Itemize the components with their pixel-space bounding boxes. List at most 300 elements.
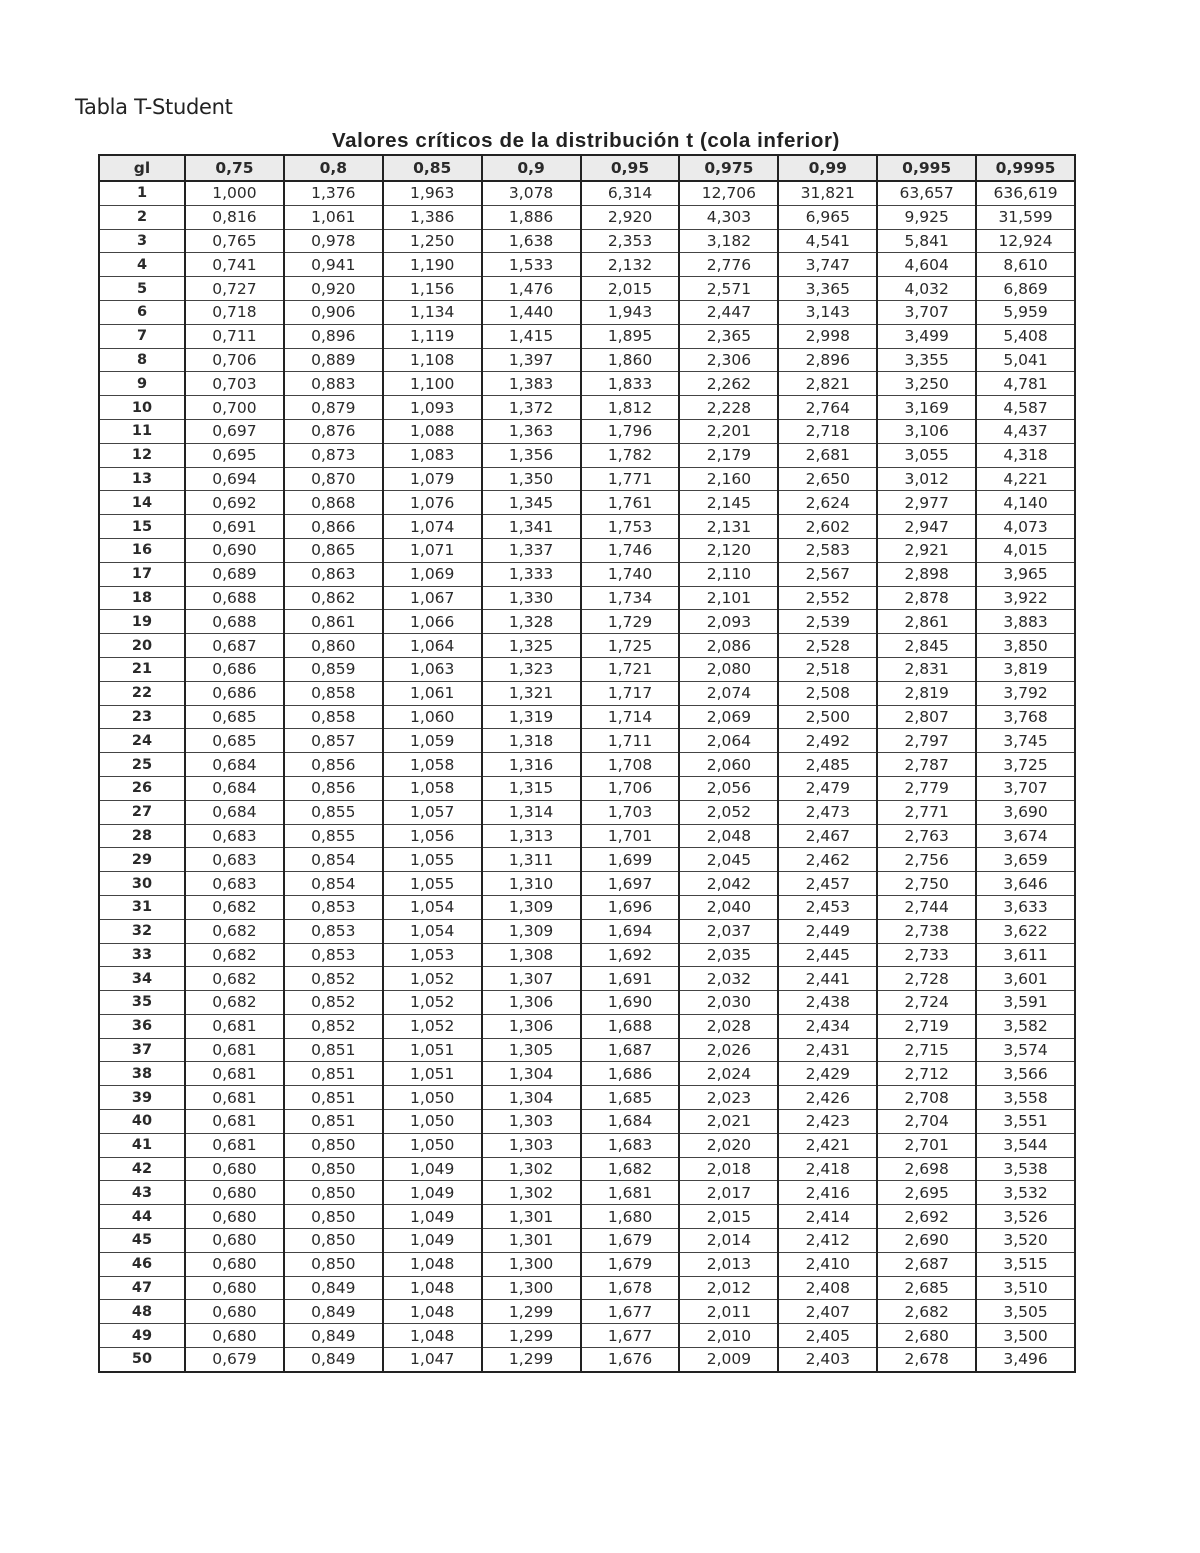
critical-value-cell: 3,499 [877, 324, 976, 348]
critical-value-cell: 1,337 [482, 538, 581, 562]
critical-value-cell: 1,050 [383, 1086, 482, 1110]
critical-value-cell: 2,145 [679, 491, 778, 515]
critical-value-cell: 3,169 [877, 396, 976, 420]
critical-value-cell: 1,714 [581, 705, 680, 729]
critical-value-cell: 2,434 [778, 1014, 877, 1038]
degrees-of-freedom-cell: 24 [99, 729, 185, 753]
critical-value-cell: 2,438 [778, 991, 877, 1015]
critical-value-cell: 2,650 [778, 467, 877, 491]
degrees-of-freedom-cell: 50 [99, 1348, 185, 1372]
critical-value-cell: 1,052 [383, 1014, 482, 1038]
critical-value-cell: 2,712 [877, 1062, 976, 1086]
critical-value-cell: 1,678 [581, 1276, 680, 1300]
critical-value-cell: 2,571 [679, 277, 778, 301]
critical-value-cell: 1,074 [383, 515, 482, 539]
critical-value-cell: 3,674 [976, 824, 1075, 848]
critical-value-cell: 2,698 [877, 1157, 976, 1181]
critical-value-cell: 4,032 [877, 277, 976, 301]
critical-value-cell: 2,878 [877, 586, 976, 610]
critical-value-cell: 1,860 [581, 348, 680, 372]
critical-value-cell: 1,796 [581, 419, 680, 443]
critical-value-cell: 3,355 [877, 348, 976, 372]
critical-value-cell: 1,680 [581, 1205, 680, 1229]
degrees-of-freedom-cell: 27 [99, 800, 185, 824]
critical-value-cell: 2,015 [679, 1205, 778, 1229]
critical-value-cell: 2,552 [778, 586, 877, 610]
critical-value-cell: 0,680 [185, 1300, 284, 1324]
critical-value-cell: 0,681 [185, 1062, 284, 1086]
critical-value-cell: 0,851 [284, 1086, 383, 1110]
critical-value-cell: 0,684 [185, 753, 284, 777]
table-row [99, 872, 1075, 896]
table-row [99, 729, 1075, 753]
critical-value-cell: 0,853 [284, 919, 383, 943]
critical-value-cell: 3,690 [976, 800, 1075, 824]
critical-value-cell: 6,869 [976, 277, 1075, 301]
critical-value-cell: 1,083 [383, 443, 482, 467]
critical-value-cell: 0,883 [284, 372, 383, 396]
critical-value-cell: 2,724 [877, 991, 976, 1015]
critical-value-cell: 1,314 [482, 800, 581, 824]
critical-value-cell: 1,683 [581, 1133, 680, 1157]
critical-value-cell: 2,947 [877, 515, 976, 539]
critical-value-cell: 2,093 [679, 610, 778, 634]
critical-value-cell: 0,682 [185, 991, 284, 1015]
degrees-of-freedom-cell: 19 [99, 610, 185, 634]
critical-value-cell: 2,690 [877, 1229, 976, 1253]
critical-value-cell: 1,721 [581, 657, 680, 681]
table-row [99, 776, 1075, 800]
critical-value-cell: 0,681 [185, 1014, 284, 1038]
critical-value-cell: 1,963 [383, 181, 482, 205]
critical-value-cell: 2,485 [778, 753, 877, 777]
critical-value-cell: 2,763 [877, 824, 976, 848]
critical-value-cell: 5,959 [976, 300, 1075, 324]
critical-value-cell: 1,100 [383, 372, 482, 396]
critical-value-cell: 2,921 [877, 538, 976, 562]
table-row [99, 657, 1075, 681]
critical-value-cell: 0,849 [284, 1300, 383, 1324]
critical-value-cell: 2,010 [679, 1324, 778, 1348]
critical-value-cell: 0,860 [284, 634, 383, 658]
critical-value-cell: 1,330 [482, 586, 581, 610]
critical-value-cell: 5,841 [877, 229, 976, 253]
critical-value-cell: 0,852 [284, 1014, 383, 1038]
critical-value-cell: 2,032 [679, 967, 778, 991]
critical-value-cell: 2,132 [581, 253, 680, 277]
critical-value-cell: 0,686 [185, 681, 284, 705]
critical-value-cell: 4,604 [877, 253, 976, 277]
critical-value-cell: 0,682 [185, 919, 284, 943]
critical-value-cell: 1,476 [482, 277, 581, 301]
critical-value-cell: 2,624 [778, 491, 877, 515]
critical-value-cell: 3,601 [976, 967, 1075, 991]
critical-value-cell: 2,821 [778, 372, 877, 396]
critical-value-cell: 2,035 [679, 943, 778, 967]
table-row [99, 1038, 1075, 1062]
critical-value-cell: 3,106 [877, 419, 976, 443]
critical-value-cell: 2,069 [679, 705, 778, 729]
critical-value-cell: 1,306 [482, 1014, 581, 1038]
critical-value-cell: 1,071 [383, 538, 482, 562]
critical-value-cell: 0,858 [284, 705, 383, 729]
critical-value-cell: 1,717 [581, 681, 680, 705]
critical-value-cell: 2,441 [778, 967, 877, 991]
critical-value-cell: 3,850 [976, 634, 1075, 658]
critical-value-cell: 1,694 [581, 919, 680, 943]
degrees-of-freedom-cell: 13 [99, 467, 185, 491]
critical-value-cell: 1,318 [482, 729, 581, 753]
column-header-probability: 0,75 [185, 155, 284, 181]
critical-value-cell: 2,426 [778, 1086, 877, 1110]
critical-value-cell: 0,718 [185, 300, 284, 324]
critical-value-cell: 1,696 [581, 895, 680, 919]
critical-value-cell: 1,055 [383, 872, 482, 896]
critical-value-cell: 1,677 [581, 1324, 680, 1348]
critical-value-cell: 1,049 [383, 1205, 482, 1229]
critical-value-cell: 2,479 [778, 776, 877, 800]
critical-value-cell: 2,306 [679, 348, 778, 372]
critical-value-cell: 1,397 [482, 348, 581, 372]
critical-value-cell: 2,412 [778, 1229, 877, 1253]
critical-value-cell: 1,688 [581, 1014, 680, 1038]
table-row [99, 943, 1075, 967]
critical-value-cell: 2,920 [581, 205, 680, 229]
critical-value-cell: 1,049 [383, 1157, 482, 1181]
critical-value-cell: 0,727 [185, 277, 284, 301]
critical-value-cell: 1,048 [383, 1276, 482, 1300]
critical-value-cell: 0,879 [284, 396, 383, 420]
critical-value-cell: 1,685 [581, 1086, 680, 1110]
degrees-of-freedom-cell: 20 [99, 634, 185, 658]
critical-value-cell: 1,333 [482, 562, 581, 586]
critical-value-cell: 2,528 [778, 634, 877, 658]
critical-value-cell: 1,341 [482, 515, 581, 539]
critical-value-cell: 1,782 [581, 443, 680, 467]
critical-value-cell: 1,691 [581, 967, 680, 991]
critical-value-cell: 1,299 [482, 1300, 581, 1324]
critical-value-cell: 2,018 [679, 1157, 778, 1181]
critical-value-cell: 0,862 [284, 586, 383, 610]
critical-value-cell: 3,745 [976, 729, 1075, 753]
critical-value-cell: 1,051 [383, 1062, 482, 1086]
critical-value-cell: 1,300 [482, 1252, 581, 1276]
critical-value-cell: 0,856 [284, 753, 383, 777]
critical-value-cell: 0,683 [185, 872, 284, 896]
critical-value-cell: 2,764 [778, 396, 877, 420]
critical-value-cell: 2,429 [778, 1062, 877, 1086]
critical-value-cell: 1,323 [482, 657, 581, 681]
degrees-of-freedom-cell: 1 [99, 181, 185, 205]
critical-value-cell: 1,053 [383, 943, 482, 967]
critical-value-cell: 1,054 [383, 919, 482, 943]
critical-value-cell: 1,740 [581, 562, 680, 586]
critical-value-cell: 3,558 [976, 1086, 1075, 1110]
critical-value-cell: 0,850 [284, 1157, 383, 1181]
table-row [99, 372, 1075, 396]
critical-value-cell: 3,659 [976, 848, 1075, 872]
table-header [99, 155, 1075, 181]
critical-value-cell: 2,023 [679, 1086, 778, 1110]
critical-value-cell: 2,861 [877, 610, 976, 634]
critical-value-cell: 1,771 [581, 467, 680, 491]
degrees-of-freedom-cell: 9 [99, 372, 185, 396]
critical-value-cell: 2,500 [778, 705, 877, 729]
critical-value-cell: 3,922 [976, 586, 1075, 610]
critical-value-cell: 2,423 [778, 1110, 877, 1134]
t-student-table-section [98, 128, 1074, 1373]
critical-value-cell: 3,182 [679, 229, 778, 253]
critical-value-cell: 1,055 [383, 848, 482, 872]
critical-value-cell: 2,056 [679, 776, 778, 800]
critical-value-cell: 2,518 [778, 657, 877, 681]
critical-value-cell: 2,028 [679, 1014, 778, 1038]
critical-value-cell: 2,704 [877, 1110, 976, 1134]
critical-value-cell: 1,682 [581, 1157, 680, 1181]
critical-value-cell: 2,682 [877, 1300, 976, 1324]
degrees-of-freedom-cell: 37 [99, 1038, 185, 1062]
critical-value-cell: 3,520 [976, 1229, 1075, 1253]
critical-value-cell: 0,680 [185, 1324, 284, 1348]
critical-value-cell: 0,850 [284, 1133, 383, 1157]
table-row [99, 1324, 1075, 1348]
critical-value-cell: 2,421 [778, 1133, 877, 1157]
critical-value-cell: 0,896 [284, 324, 383, 348]
critical-value-cell: 0,691 [185, 515, 284, 539]
critical-value-cell: 1,119 [383, 324, 482, 348]
table-row [99, 1014, 1075, 1038]
critical-value-cell: 2,508 [778, 681, 877, 705]
critical-value-cell: 1,250 [383, 229, 482, 253]
critical-value-cell: 4,303 [679, 205, 778, 229]
critical-value-cell: 1,307 [482, 967, 581, 991]
table-row [99, 1110, 1075, 1134]
critical-value-cell: 3,012 [877, 467, 976, 491]
critical-value-cell: 0,689 [185, 562, 284, 586]
critical-value-cell: 3,582 [976, 1014, 1075, 1038]
critical-value-cell: 1,321 [482, 681, 581, 705]
critical-value-cell: 2,179 [679, 443, 778, 467]
critical-value-cell: 12,706 [679, 181, 778, 205]
degrees-of-freedom-cell: 6 [99, 300, 185, 324]
degrees-of-freedom-cell: 35 [99, 991, 185, 1015]
critical-value-cell: 3,500 [976, 1324, 1075, 1348]
critical-value-cell: 2,020 [679, 1133, 778, 1157]
critical-value-cell: 2,744 [877, 895, 976, 919]
critical-value-cell: 1,533 [482, 253, 581, 277]
degrees-of-freedom-cell: 11 [99, 419, 185, 443]
table-row [99, 1252, 1075, 1276]
critical-value-cell: 2,567 [778, 562, 877, 586]
degrees-of-freedom-cell: 40 [99, 1110, 185, 1134]
critical-value-cell: 9,925 [877, 205, 976, 229]
critical-value-cell: 0,851 [284, 1110, 383, 1134]
column-header-probability: 0,975 [679, 155, 778, 181]
critical-value-cell: 1,300 [482, 1276, 581, 1300]
critical-value-cell: 2,692 [877, 1205, 976, 1229]
critical-value-cell: 0,697 [185, 419, 284, 443]
critical-value-cell: 1,067 [383, 586, 482, 610]
critical-value-cell: 1,684 [581, 1110, 680, 1134]
critical-value-cell: 1,064 [383, 634, 482, 658]
table-caption: Valores críticos de la distribución t (cola inferior) [332, 129, 840, 152]
critical-value-cell: 4,073 [976, 515, 1075, 539]
critical-value-cell: 1,059 [383, 729, 482, 753]
critical-value-cell: 0,688 [185, 610, 284, 634]
table-row [99, 824, 1075, 848]
critical-value-cell: 1,058 [383, 753, 482, 777]
degrees-of-freedom-cell: 28 [99, 824, 185, 848]
critical-value-cell: 1,190 [383, 253, 482, 277]
table-row [99, 1348, 1075, 1372]
critical-value-cell: 1,725 [581, 634, 680, 658]
critical-value-cell: 0,680 [185, 1205, 284, 1229]
critical-value-cell: 2,685 [877, 1276, 976, 1300]
table-row [99, 895, 1075, 919]
critical-value-cell: 2,060 [679, 753, 778, 777]
critical-value-cell: 3,538 [976, 1157, 1075, 1181]
critical-value-cell: 0,849 [284, 1276, 383, 1300]
critical-value-cell: 0,852 [284, 967, 383, 991]
table-row [99, 348, 1075, 372]
critical-value-cell: 0,853 [284, 895, 383, 919]
critical-value-cell: 3,566 [976, 1062, 1075, 1086]
degrees-of-freedom-cell: 31 [99, 895, 185, 919]
table-row [99, 229, 1075, 253]
critical-value-cell: 1,319 [482, 705, 581, 729]
table-row [99, 586, 1075, 610]
critical-value-cell: 1,303 [482, 1110, 581, 1134]
critical-value-cell: 2,009 [679, 1348, 778, 1372]
critical-value-cell: 4,437 [976, 419, 1075, 443]
critical-value-cell: 1,054 [383, 895, 482, 919]
table-body [99, 181, 1075, 1372]
critical-value-cell: 0,685 [185, 705, 284, 729]
critical-value-cell: 0,700 [185, 396, 284, 420]
critical-value-cell: 3,611 [976, 943, 1075, 967]
degrees-of-freedom-cell: 45 [99, 1229, 185, 1253]
critical-value-cell: 1,325 [482, 634, 581, 658]
critical-value-cell: 2,687 [877, 1252, 976, 1276]
critical-value-cell: 1,886 [482, 205, 581, 229]
degrees-of-freedom-cell: 22 [99, 681, 185, 705]
table-row [99, 1205, 1075, 1229]
critical-value-cell: 0,856 [284, 776, 383, 800]
critical-value-cell: 2,733 [877, 943, 976, 967]
critical-value-cell: 2,431 [778, 1038, 877, 1062]
critical-value-cell: 1,306 [482, 991, 581, 1015]
critical-value-cell: 0,692 [185, 491, 284, 515]
critical-value-cell: 1,049 [383, 1181, 482, 1205]
critical-value-cell: 2,353 [581, 229, 680, 253]
critical-value-cell: 1,060 [383, 705, 482, 729]
critical-value-cell: 0,684 [185, 776, 284, 800]
critical-value-cell: 2,120 [679, 538, 778, 562]
critical-value-cell: 1,052 [383, 991, 482, 1015]
critical-value-cell: 3,551 [976, 1110, 1075, 1134]
critical-value-cell: 1,049 [383, 1229, 482, 1253]
critical-value-cell: 1,304 [482, 1086, 581, 1110]
critical-value-cell: 0,688 [185, 586, 284, 610]
critical-value-cell: 0,854 [284, 848, 383, 872]
column-header-probability: 0,85 [383, 155, 482, 181]
critical-value-cell: 2,403 [778, 1348, 877, 1372]
critical-value-cell: 1,048 [383, 1324, 482, 1348]
table-row [99, 491, 1075, 515]
critical-value-cell: 0,850 [284, 1205, 383, 1229]
critical-value-cell: 3,725 [976, 753, 1075, 777]
critical-value-cell: 1,356 [482, 443, 581, 467]
critical-value-cell: 0,941 [284, 253, 383, 277]
critical-value-cell: 0,683 [185, 824, 284, 848]
critical-value-cell: 0,866 [284, 515, 383, 539]
critical-value-cell: 2,414 [778, 1205, 877, 1229]
critical-value-cell: 0,850 [284, 1181, 383, 1205]
critical-value-cell: 1,108 [383, 348, 482, 372]
critical-value-cell: 1,069 [383, 562, 482, 586]
critical-value-cell: 4,587 [976, 396, 1075, 420]
critical-value-cell: 3,143 [778, 300, 877, 324]
critical-value-cell: 2,719 [877, 1014, 976, 1038]
critical-value-cell: 2,738 [877, 919, 976, 943]
critical-value-cell: 0,685 [185, 729, 284, 753]
column-header-probability: 0,8 [284, 155, 383, 181]
critical-value-cell: 2,898 [877, 562, 976, 586]
critical-value-cell: 0,876 [284, 419, 383, 443]
critical-value-cell: 5,041 [976, 348, 1075, 372]
critical-value-cell: 2,977 [877, 491, 976, 515]
table-row [99, 300, 1075, 324]
critical-value-cell: 1,761 [581, 491, 680, 515]
critical-value-cell: 0,695 [185, 443, 284, 467]
critical-value-cell: 5,408 [976, 324, 1075, 348]
degrees-of-freedom-cell: 7 [99, 324, 185, 348]
critical-value-cell: 1,686 [581, 1062, 680, 1086]
critical-value-cell: 2,017 [679, 1181, 778, 1205]
table-row [99, 538, 1075, 562]
critical-value-cell: 1,076 [383, 491, 482, 515]
table-row [99, 419, 1075, 443]
critical-value-cell: 1,753 [581, 515, 680, 539]
table-row [99, 1086, 1075, 1110]
degrees-of-freedom-cell: 33 [99, 943, 185, 967]
table-row [99, 753, 1075, 777]
critical-value-cell: 3,496 [976, 1348, 1075, 1372]
critical-value-cell: 1,386 [383, 205, 482, 229]
critical-value-cell: 1,697 [581, 872, 680, 896]
critical-value-cell: 2,583 [778, 538, 877, 562]
degrees-of-freedom-cell: 32 [99, 919, 185, 943]
critical-value-cell: 0,863 [284, 562, 383, 586]
critical-value-cell: 1,309 [482, 895, 581, 919]
critical-value-cell: 3,250 [877, 372, 976, 396]
critical-value-cell: 0,680 [185, 1157, 284, 1181]
table-row [99, 919, 1075, 943]
critical-value-cell: 2,776 [679, 253, 778, 277]
critical-value-cell: 2,771 [877, 800, 976, 824]
critical-value-cell: 0,680 [185, 1252, 284, 1276]
critical-value-cell: 2,602 [778, 515, 877, 539]
table-row [99, 1062, 1075, 1086]
critical-value-cell: 1,692 [581, 943, 680, 967]
critical-value-cell: 2,539 [778, 610, 877, 634]
critical-value-cell: 0,854 [284, 872, 383, 896]
critical-value-cell: 2,728 [877, 967, 976, 991]
table-row [99, 443, 1075, 467]
critical-value-cell: 3,515 [976, 1252, 1075, 1276]
critical-value-cell: 3,078 [482, 181, 581, 205]
table-row [99, 705, 1075, 729]
